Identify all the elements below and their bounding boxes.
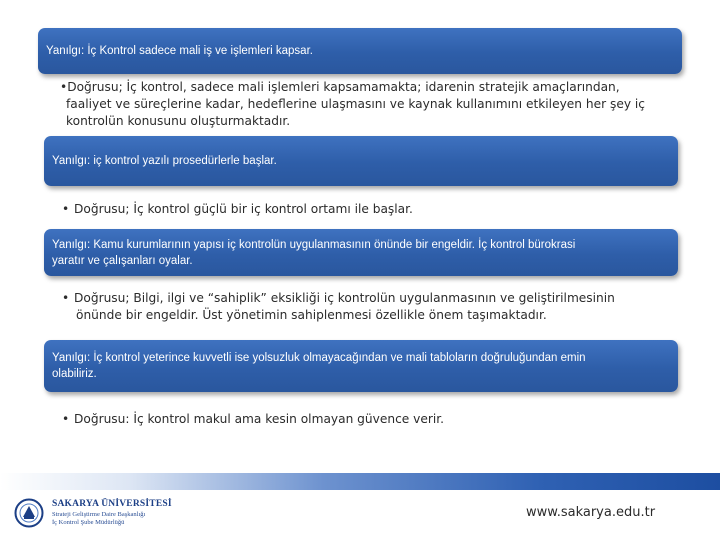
truth-1-line1: •Doğrusu; İç kontrol, sadece mali işlemleri kapsamamakta; idarenin stratejik amaçlarından,: [60, 80, 620, 94]
truth-4-line1: Doğrusu: İç kontrol makul ama kesin olmayan güvence verir.: [74, 412, 445, 426]
myth-3-line1: Yanılgı: Kamu kurumlarının yapısı iç kontrolün uygulanmasının önünde bir engeldir. İç kontrol bürokrasi: [52, 239, 576, 251]
myth-4-line2: olabiliriz.: [52, 368, 97, 380]
truth-1-line3: kontrolün konusunu oluşturmaktadır.: [66, 114, 291, 128]
bullet-2: •: [62, 202, 70, 216]
truth-1-line2: faaliyet ve süreçlerine kadar, hedeflerine ulaşmasını ve kaynak kullanımını etkileyen her şey iç: [66, 97, 646, 111]
university-emblem-icon: [14, 498, 44, 528]
logo-title: SAKARYA ÜNİVERSİTESİ: [52, 499, 172, 509]
logo-subtitle-1: Strateji Geliştirme Daire Başkanlığı: [52, 511, 146, 518]
footer-band: [0, 473, 720, 490]
truth-text-2: [62, 201, 413, 218]
truth-3-line2: önünde bir engeldir. Üst yönetimin sahiplenmesi özellikle önem taşımaktadır.: [76, 308, 547, 322]
truth-3-line1: Doğrusu; Bilgi, ilgi ve “sahiplik” eksikliği iç kontrolün uygulanmasının ve geliştirilmesinin: [74, 291, 615, 305]
logo-subtitle-2: İç Kontrol Şube Müdürlüğü: [52, 519, 125, 526]
myth-3-line2: yaratır ve çalışanları oyalar.: [52, 255, 193, 267]
university-logo: [14, 498, 174, 528]
bullet-4: •: [62, 412, 70, 426]
footer-url[interactable]: www.sakarya.edu.tr: [526, 505, 656, 520]
myth-box-4: [44, 340, 678, 392]
bullet-3: •: [62, 291, 70, 305]
myth-text-2: Yanılgı: iç kontrol yazılı prosedürlerle başlar.: [52, 155, 277, 167]
myth-text-1: Yanılgı: İç Kontrol sadece mali iş ve işlemleri kapsar.: [46, 45, 313, 57]
truth-text-1: [60, 79, 645, 130]
truth-text-4: [62, 411, 444, 428]
myth-4-line1: Yanılgı: İç kontrol yeterince kuvvetli ise yolsuzluk olmayacağından ve mali tabloların doğruluğundan emin: [52, 352, 586, 364]
truth-2-line1: Doğrusu; İç kontrol güçlü bir iç kontrol ortamı ile başlar.: [74, 202, 413, 216]
myth-box-3: [44, 229, 678, 276]
truth-text-3: [62, 290, 615, 324]
myth-box-1: [38, 28, 682, 74]
myth-box-2: [44, 136, 678, 186]
